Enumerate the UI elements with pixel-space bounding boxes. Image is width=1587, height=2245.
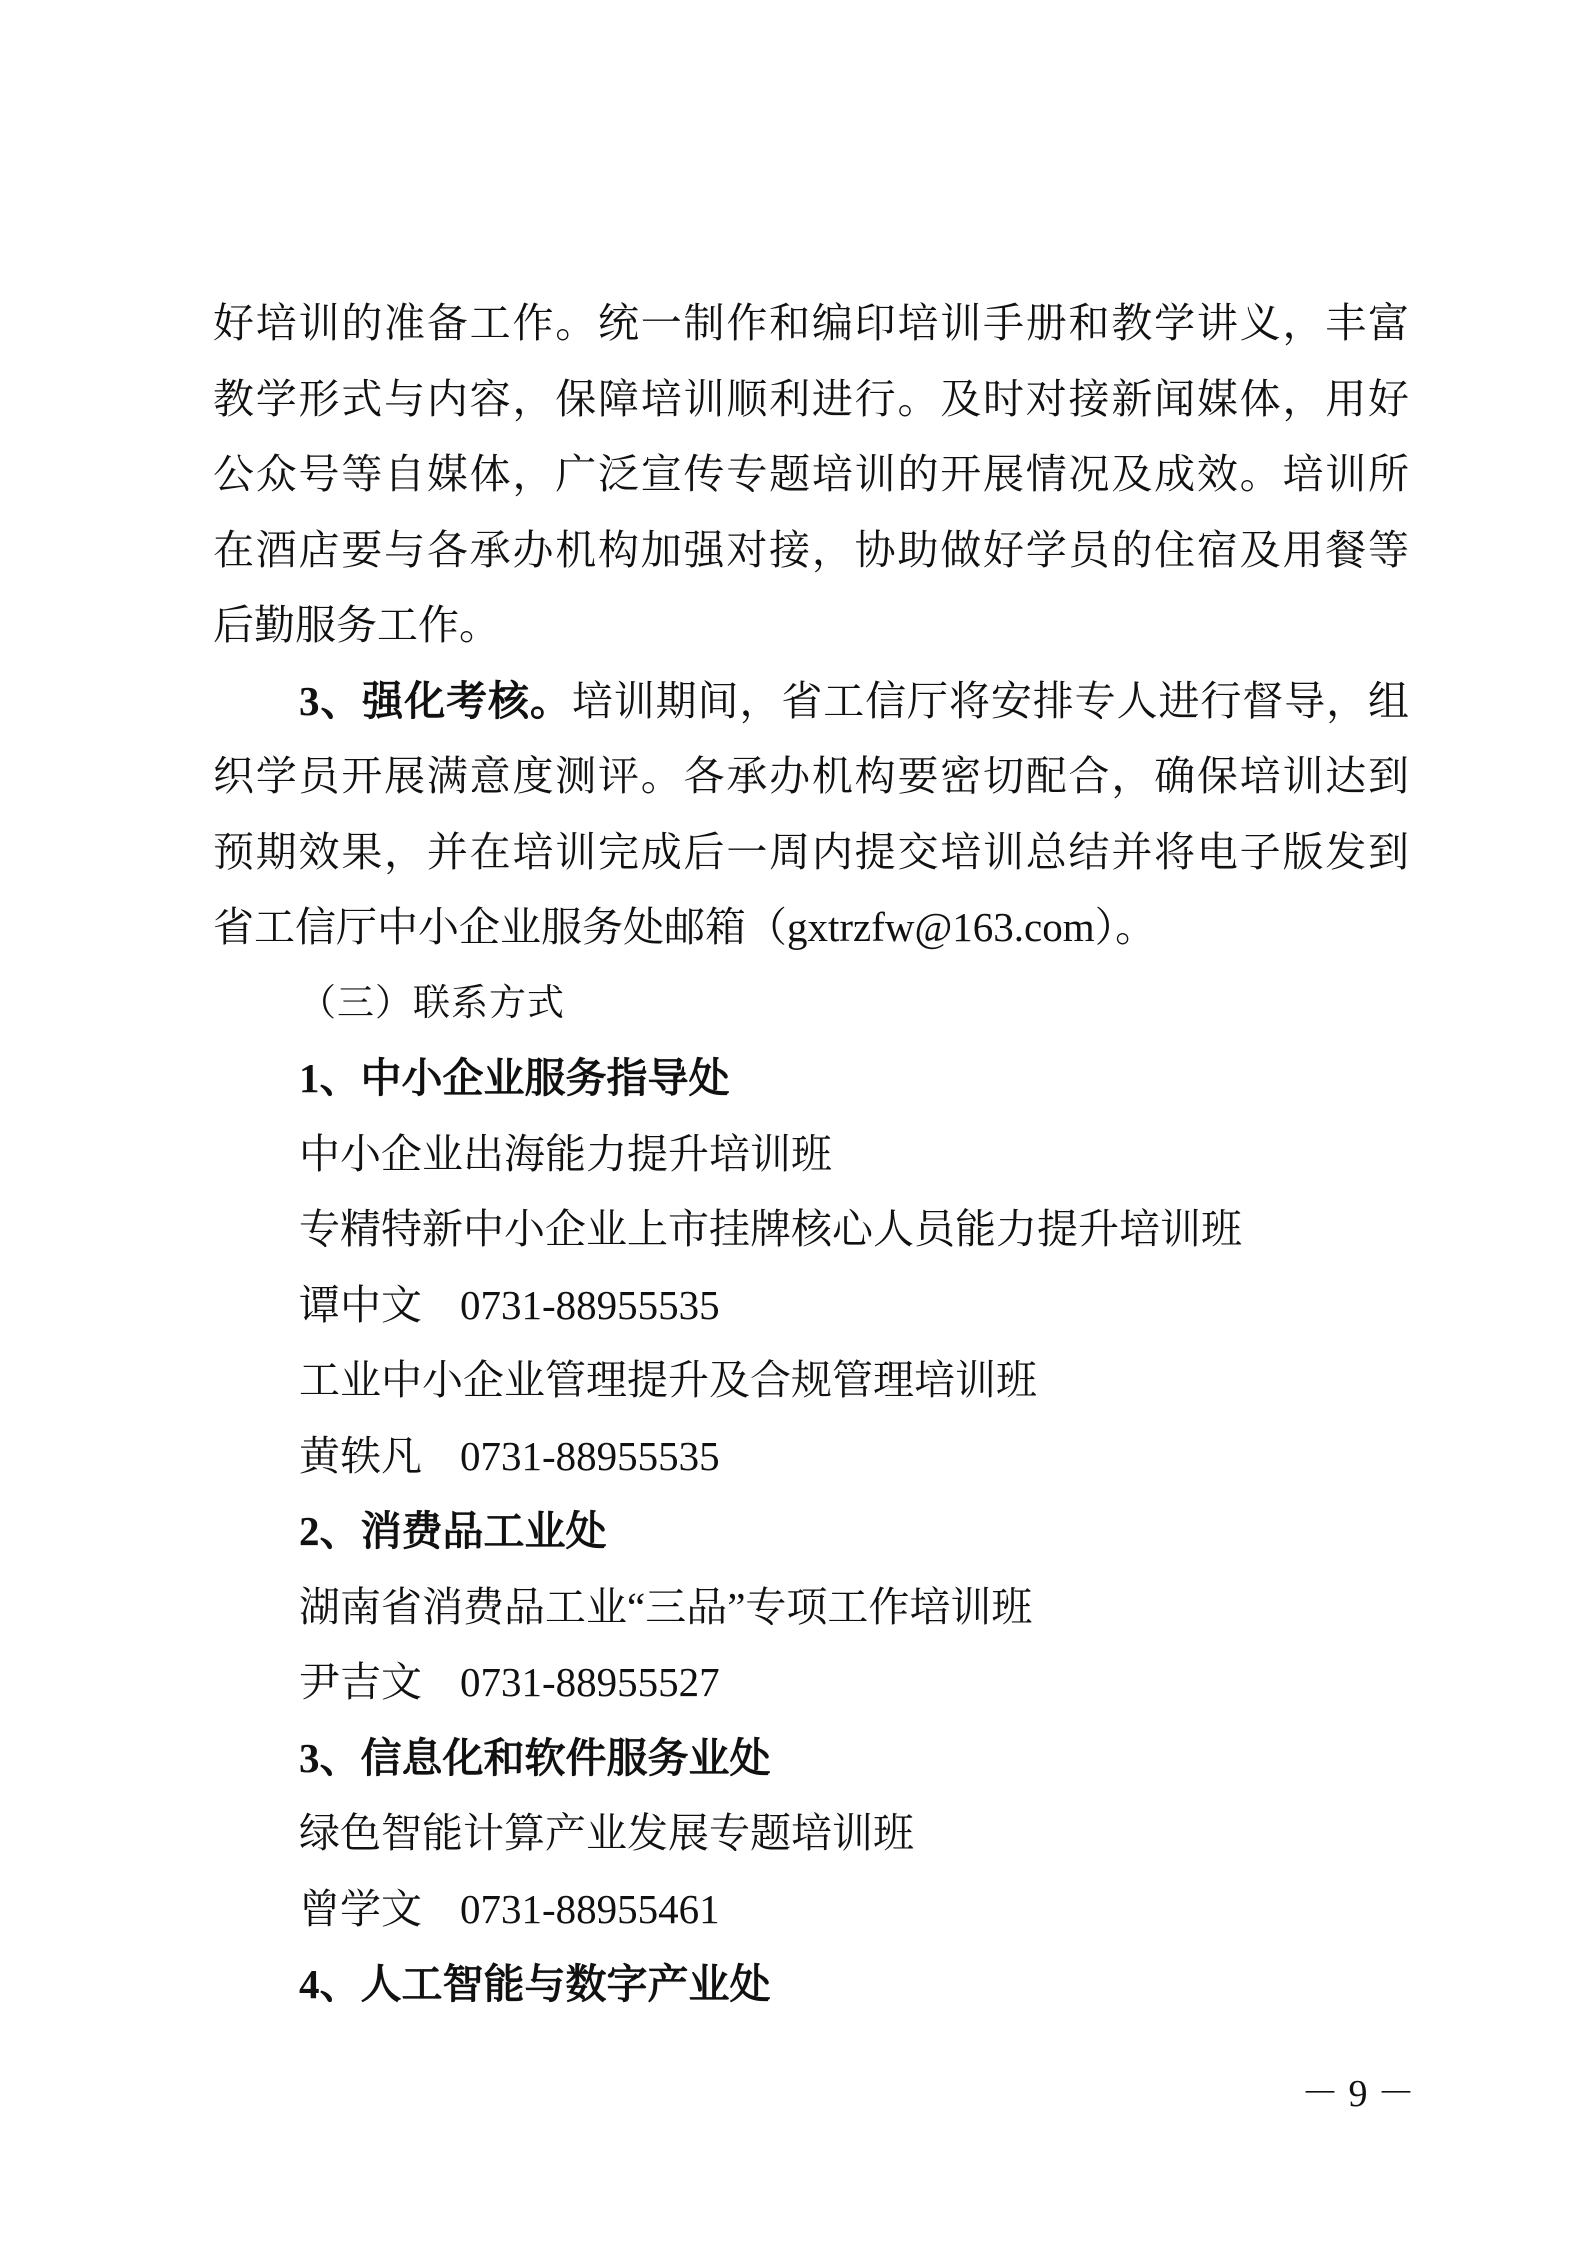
contacts-title: （三）联系方式: [299, 982, 565, 1024]
paragraph-line: 预期效果，并在培训完成后一周内提交培训总结并将电子版发到: [213, 828, 1409, 875]
paragraph-line: 公众号等自媒体，广泛宣传专题培训的开展情况及成效。培训所: [213, 451, 1409, 497]
contact-name: 黄轶凡: [299, 1432, 422, 1479]
course-name: 绿色智能计算产业发展专题培训班: [299, 1810, 914, 1856]
contact-name: 尹吉文: [299, 1659, 422, 1705]
contact-phone: 0731-88955535: [460, 1432, 720, 1479]
course-name: 工业中小企业管理提升及合规管理培训班: [299, 1357, 1037, 1403]
assessment-first-line: [213, 664, 1409, 740]
contact-line: [213, 1419, 1409, 1495]
assessment-text: 培训期间，省工信厅将安排专人进行督导，组: [571, 677, 1409, 724]
department-heading: 1、中小企业服务指导处: [299, 1055, 730, 1101]
contact-line: [213, 1268, 1409, 1344]
paragraph-line: 教学形式与内容，保障培训顺利进行。及时对接新闻媒体，用好: [213, 375, 1409, 422]
department-heading: 4、人工智能与数字产业处: [299, 1961, 771, 2007]
contact-phone: 0731-88955527: [460, 1659, 720, 1705]
department-heading: 3、信息化和软件服务业处: [299, 1734, 771, 1781]
contact-name: 谭中文: [299, 1281, 422, 1328]
paragraph-line: 省工信厅中小企业服务处邮箱（gxtrzfw@163.com）。: [213, 904, 1157, 950]
contact-name: 曾学文: [299, 1885, 422, 1932]
course-name: 专精特新中小企业上市挂牌核心人员能力提升培训班: [299, 1206, 1242, 1252]
paragraph-line: 织学员开展满意度测评。各承办机构要密切配合，确保培训达到: [213, 753, 1409, 799]
page-number: － 9 －: [1300, 2073, 1415, 2115]
contact-line: [213, 1645, 1409, 1721]
course-name: 湖南省消费品工业“三品”专项工作培训班: [299, 1583, 1033, 1630]
assessment-heading: 3、强化考核。: [299, 677, 572, 724]
contact-phone: 0731-88955535: [460, 1281, 720, 1328]
paragraph-line: 后勤服务工作。: [213, 602, 500, 648]
contact-phone: 0731-88955461: [460, 1885, 720, 1932]
department-heading: 2、消费品工业处: [299, 1508, 607, 1554]
paragraph-line: 在酒店要与各承办机构加强对接，协助做好学员的住宿及用餐等: [213, 526, 1409, 573]
course-name: 中小企业出海能力提升培训班: [299, 1130, 832, 1177]
contact-line: [213, 1872, 1409, 1948]
paragraph-line: 好培训的准备工作。统一制作和编印培训手册和教学讲义，丰富: [213, 300, 1409, 346]
document-body: [213, 286, 1409, 2023]
